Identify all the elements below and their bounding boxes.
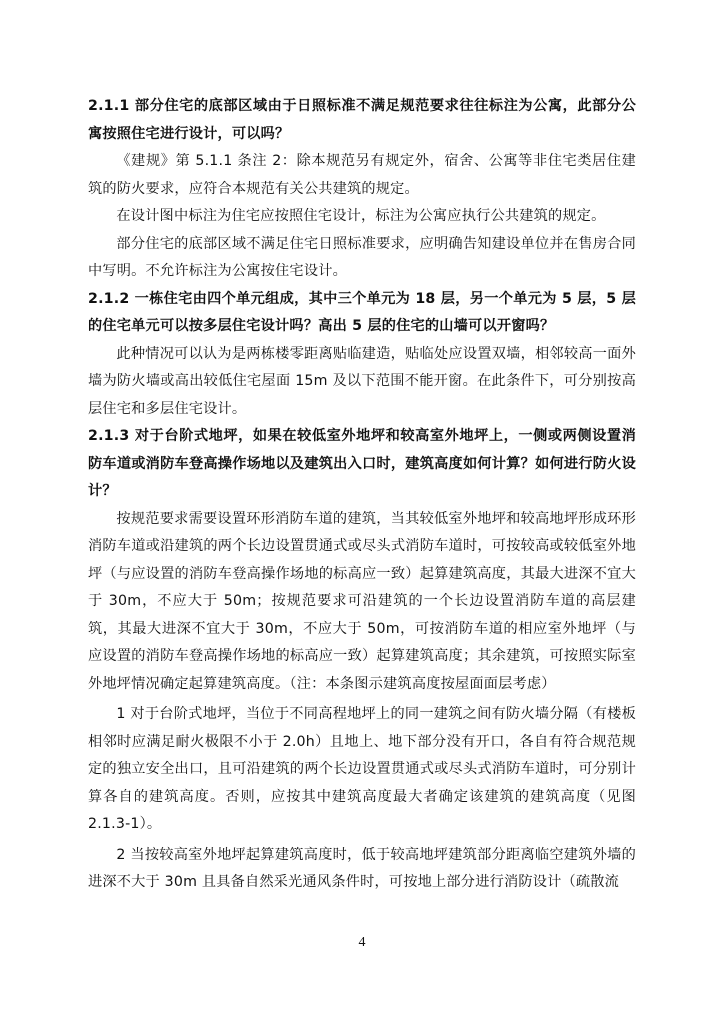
page-number: 4 (358, 935, 366, 950)
question-2-1-2: 2.1.2 一栋住宅由四个单元组成，其中三个单元为 18 层，另一个单元为 5 层，5 层的住宅单元可以按多层住宅设计吗？高出 5 层的住宅的山墙可以开窗吗？ (88, 290, 636, 334)
answer-paragraph: 2 当按较高室外地坪起算建筑高度时，低于较高地坪建筑部分距离临空建筑外墙的进深不大于 30m 且具备自然采光通风条件时，可按地上部分进行消防设计（疏散流 (88, 846, 636, 890)
answer-paragraph: 按规范要求需要设置环形消防车道的建筑，当其较低室外地坪和较高地坪形成环形消防车道或沿建筑的两个长边设置贯通式或尽头式消防车道时，可按较高或较低室外地坪（与应设置的消防车登高操作场地的标高应一致）起算建筑高度，其最大进深不宜大于 30m，不应大于 50m；按规范要求可沿建筑的一个长边设置消防车道的高层建筑，其最大进深不宜大于 30m，不应大于 50m，可按消防车道的相应室外地坪（与应设置的消防车登高操作场地的标高应一致）起算建筑高度；其余建筑，可按照实际室外地坪情况确定起算建筑高度。（注：本条图示建筑高度按屋面面层考虑） (88, 510, 636, 692)
answer-paragraph: 1 对于台阶式地坪，当位于不同高程地坪上的同一建筑之间有防火墙分隔（有楼板相邻时应满足耐火极限不小于 2.0h）且地上、地下部分没有开口，各自有符合规范规定的独立安全出口，且可沿建筑的两个长边设置贯通式或尽头式消防车道时，可分别计算各自的建筑高度。否则，应按其中建筑高度最大者确定该建筑的建筑高度（见图 2.1.3-1）。 (88, 706, 636, 832)
question-2-1-3: 2.1.3 对于台阶式地坪，如果在较低室外地坪和较高室外地坪上，一侧或两侧设置消防车道或消防车登高操作场地以及建筑出入口时，建筑高度如何计算？如何进行防火设计？ (88, 428, 636, 499)
answer-paragraph: 在设计图中标注为住宅应按照住宅设计，标注为公寓应执行公共建筑的规定。 (116, 208, 606, 224)
question-2-1-1: 2.1.1 部分住宅的底部区域由于日照标准不满足规范要求往往标注为公寓，此部分公寓按照住宅进行设计，可以吗？ (88, 98, 636, 142)
document-body (88, 93, 636, 897)
answer-paragraph: 此种情况可以认为是两栋楼零距离贴临建造，贴临处应设置双墙，相邻较高一面外墙为防火墙或高出较低住宅屋面 15m 及以下范围不能开窗。在此条件下，可分别按高层住宅和多层住宅设计。 (88, 345, 636, 417)
answer-paragraph: 部分住宅的底部区域不满足住宅日照标准要求，应明确告知建设单位并在售房合同中写明。不允许标注为公寓按住宅设计。 (88, 235, 636, 279)
answer-paragraph: 《建规》第 5.1.1 条注 2：除本规范另有规定外，宿舍、公寓等非住宅类居住建筑的防火要求，应符合本规范有关公共建筑的规定。 (88, 153, 636, 197)
